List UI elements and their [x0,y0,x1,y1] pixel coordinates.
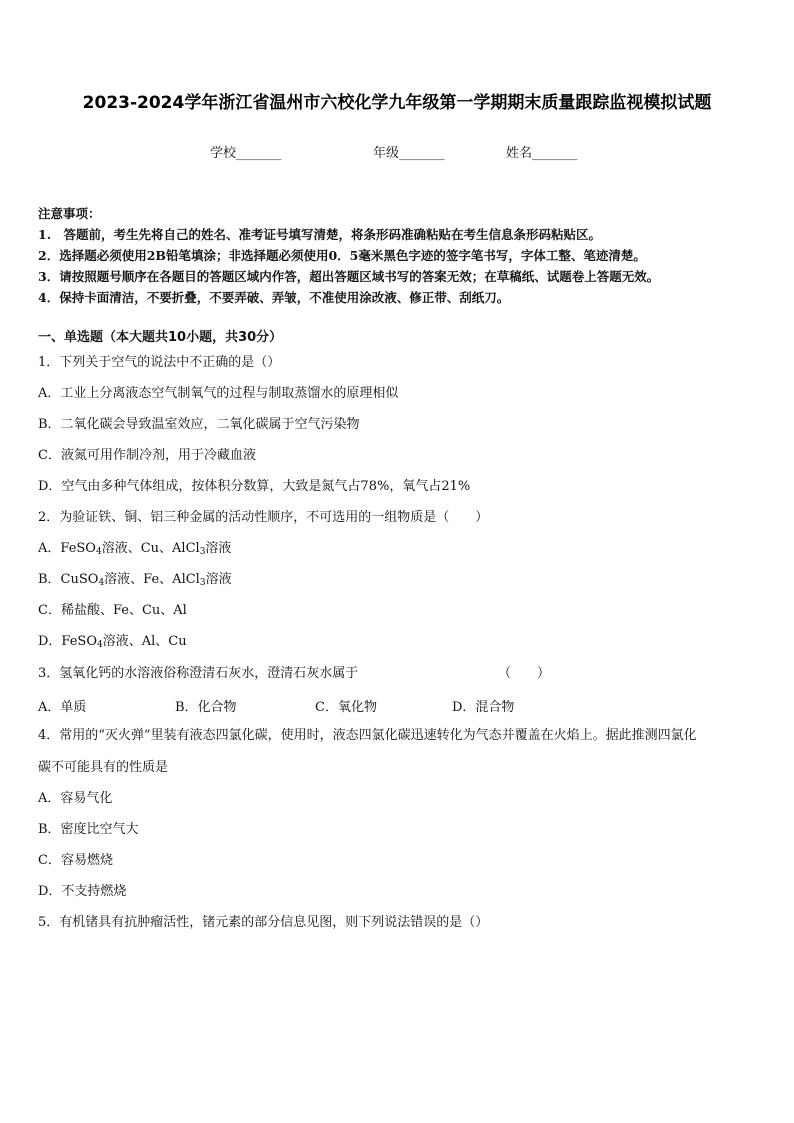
note-item: 1. 答题前，考生先将自己的姓名、准考证号填写清楚，将条形码准确粘贴在考生信息条形码粘贴区。 [38,227,602,242]
q4-option-c: C．容易燃烧 [38,853,113,868]
q1-option-d: D．空气由多种气体组成，按体积分数算，大致是氮气占78%，氧气占21% [38,479,471,494]
q5-stem: 5．有机锗具有抗肿瘤活性，锗元素的部分信息见图，则下列说法错误的是（） [38,915,489,930]
q3-option-b: B．化合物 [175,700,237,715]
section-heading: 一、单选题（本大题共10小题，共30分） [38,330,283,345]
q4-option-b: B．密度比空气大 [38,822,139,837]
exam-title: 2023-2024学年浙江省温州市六校化学九年级第一学期期末质量跟踪监视模拟试题 [82,93,712,113]
q3-stem: 3．氢氧化钙的水溶液俗称澄清石灰水，澄清石灰水属于 [38,666,359,681]
q3-option-d: D．混合物 [452,700,515,715]
name-field: 姓名_______ [506,146,578,161]
q2-option-b: B．CuSO$_4$溶液、Fe、AlCl$_3$溶液 [38,572,232,588]
q3-option-a: A．单质 [38,700,87,715]
note-item: 2．选择题必须使用2B铅笔填涂；非选择题必须使用0．5毫米黑色字迹的签字笔书写，字体工整、笔迹清楚。 [38,248,646,263]
q3-option-c: C．氧化物 [315,700,377,715]
note-item: 3．请按照题号顺序在各题目的答题区域内作答，超出答题区域书写的答案无效；在草稿纸、试题卷上答题无效。 [38,269,660,284]
q1-option-a: A．工业上分离液态空气制氧气的过程与制取蒸馏水的原理相似 [38,386,399,401]
school-field: 学校_______ [210,146,282,161]
q2-stem: 2．为验证铁、铜、铝三种金属的活动性顺序，不可选用的一组物质是（ ） [38,510,489,525]
student-info-row [0,142,794,162]
q2-option-d: D．FeSO$_4$溶液、Al、Cu [38,634,187,650]
q1-option-b: B．二氧化碳会导致温室效应，二氧化碳属于空气污染物 [38,417,360,432]
notes-heading: 注意事项： [38,206,101,221]
q4-option-d: D．不支持燃烧 [38,884,127,899]
q4-option-a: A．容易气化 [38,791,113,806]
grade-field: 年级_______ [373,146,445,161]
q4-stem-line1: 4．常用的“灭火弹”里装有液态四氯化碳，使用时，液态四氯化碳迅速转化为气态并覆盖在火焰上。据此推测四氯化 [38,728,697,743]
notes-block [38,203,768,308]
q4-stem-line2: 碳不可能具有的性质是 [38,760,169,775]
q2-option-c: C．稀盐酸、Fe、Cu、Al [38,603,187,618]
q1-stem: 1．下列关于空气的说法中不正确的是（） [38,355,281,370]
note-item: 4．保持卡面清洁，不要折叠，不要弄破、弄皱，不准使用涂改液、修正带、刮纸刀。 [38,290,510,305]
q1-option-c: C．液氮可用作制冷剂，用于冷藏血液 [38,448,256,463]
q2-option-a: A．FeSO$_4$溶液、Cu、AlCl$_3$溶液 [38,541,232,557]
q3-answer-paren: （ ） [498,666,551,681]
